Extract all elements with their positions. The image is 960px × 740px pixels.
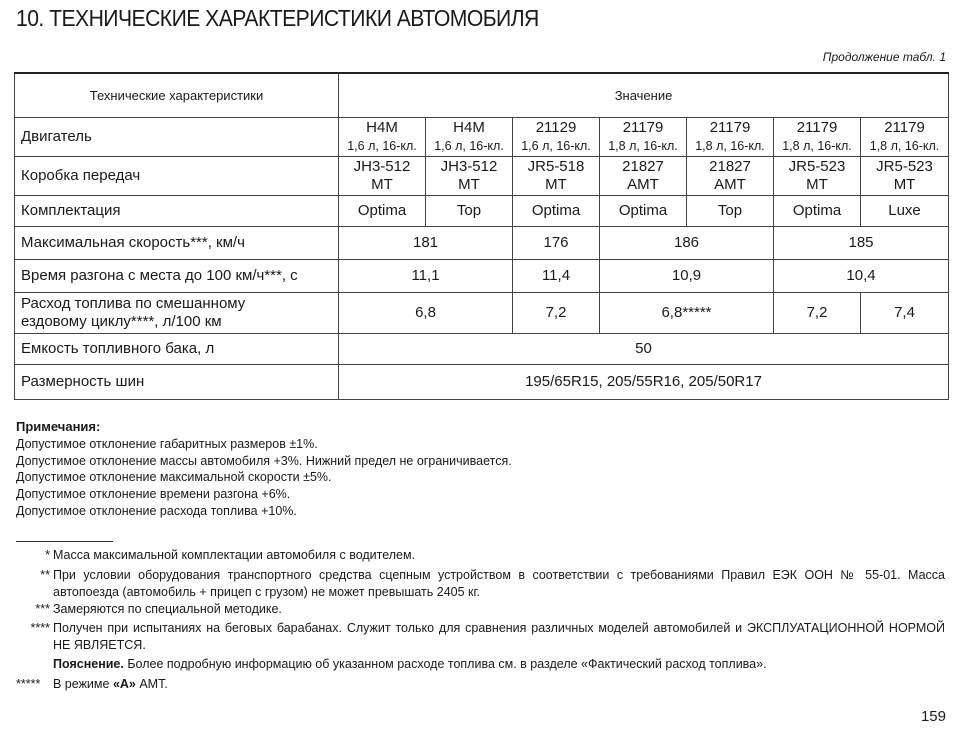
table-header-row [15, 73, 949, 118]
engine-cell [861, 118, 949, 157]
engine-name: H4M [366, 119, 398, 136]
engine-cell [426, 118, 513, 157]
notes-section [16, 419, 512, 520]
row-label: Двигатель [15, 118, 339, 157]
explanation-label: Пояснение. [53, 657, 124, 671]
engine-name: 21179 [884, 119, 925, 136]
row-label: Максимальная скорость***, км/ч [15, 227, 339, 260]
row-engine [15, 118, 949, 157]
footnote-mark: *** [35, 602, 50, 616]
page-title: 10. ТЕХНИЧЕСКИЕ ХАРАКТЕРИСТИКИ АВТОМОБИЛЯ [16, 5, 539, 31]
footnote-mark: ***** [16, 677, 41, 691]
header-characteristics: Технические характеристики [15, 73, 339, 118]
engine-cell [513, 118, 600, 157]
trim-cell: Optima [600, 196, 687, 227]
header-value: Значение [339, 73, 949, 118]
engine-spec: 1,8 л, 16-кл. [782, 139, 852, 153]
trim-cell: Optima [774, 196, 861, 227]
fuel-cell: 6,8 [339, 293, 513, 334]
gearbox-type: MT [458, 176, 480, 193]
gearbox-cell [600, 157, 687, 196]
trim-cell: Luxe [861, 196, 949, 227]
fuel-cell: 7,4 [861, 293, 949, 334]
engine-cell [600, 118, 687, 157]
engine-name: 21179 [622, 119, 664, 136]
note-item: Допустимое отклонение максимальной скорости ±5%. [16, 470, 332, 485]
gearbox-cell [513, 157, 600, 196]
footnote-text: Замеряются по специальной методике. [53, 602, 282, 616]
footnote-mark: **** [30, 621, 50, 635]
engine-name: 21129 [535, 119, 577, 136]
notes-heading: Примечания: [16, 419, 101, 434]
row-fuel-consumption [15, 293, 949, 334]
row-trim [15, 196, 949, 227]
footnote-text: Масса максимальной комплектации автомобиля с водителем. [53, 548, 416, 562]
row-label: Комплектация [15, 196, 339, 227]
row-label: Емкость топливного бака, л [15, 334, 339, 365]
accel-cell: 11,4 [513, 260, 600, 293]
note-item: Допустимое отклонение габаритных размеров ±1%. [16, 436, 318, 451]
row-tires [15, 365, 949, 400]
footnote-mark: * [45, 548, 50, 562]
note-item: Допустимое отклонение времени разгона +6%. [16, 487, 291, 502]
footnote-text: В режиме «А» АМТ. [53, 677, 168, 691]
gearbox-model: 21827 [622, 158, 664, 175]
row-fuel-tank [15, 334, 949, 365]
explanation-text: Более подробную информацию об указанном расходе топлива см. в разделе «Фактический расход топлива». [123, 657, 767, 671]
engine-spec: 1,6 л, 16-кл. [434, 139, 504, 153]
gearbox-type: MT [893, 176, 916, 193]
label-line: Расход топлива по смешанному [21, 295, 246, 312]
trim-cell: Top [687, 196, 774, 227]
trim-cell: Optima [513, 196, 600, 227]
row-max-speed [15, 227, 949, 260]
accel-cell: 11,1 [339, 260, 513, 293]
gearbox-type: AMT [714, 176, 746, 193]
row-label [15, 293, 339, 334]
fuel-cell: 7,2 [774, 293, 861, 334]
engine-cell [774, 118, 861, 157]
engine-name: H4M [453, 119, 485, 136]
specifications-table [14, 72, 949, 400]
engine-name: 21179 [796, 119, 838, 136]
note-item: Допустимое отклонение массы автомобиля +3%. Нижний предел не ограничивается. [16, 453, 512, 468]
engine-spec: 1,6 л, 16-кл. [347, 139, 417, 153]
fuel-cell: 7,2 [513, 293, 600, 334]
speed-cell: 185 [774, 227, 949, 260]
engine-cell [339, 118, 426, 157]
engine-name: 21179 [709, 119, 751, 136]
footnote-divider [16, 541, 113, 542]
speed-cell: 176 [513, 227, 600, 260]
gearbox-model: JR5-523 [876, 158, 933, 175]
label-line: ездовому циклу****, л/100 км [21, 313, 222, 330]
gearbox-model: JH3-512 [440, 158, 498, 175]
row-label: Размерность шин [15, 365, 339, 400]
trim-cell: Optima [339, 196, 426, 227]
gearbox-model: JH3-512 [353, 158, 411, 175]
engine-spec: 1,6 л, 16-кл. [521, 139, 591, 153]
speed-cell: 181 [339, 227, 513, 260]
accel-cell: 10,4 [774, 260, 949, 293]
gearbox-cell [339, 157, 426, 196]
engine-spec: 1,8 л, 16-кл. [695, 139, 765, 153]
row-gearbox [15, 157, 949, 196]
gearbox-cell [687, 157, 774, 196]
gearbox-model: 21827 [709, 158, 751, 175]
accel-cell: 10,9 [600, 260, 774, 293]
page-number: 159 [920, 708, 946, 725]
engine-cell [687, 118, 774, 157]
table-continuation-label: Продолжение табл. 1 [822, 50, 946, 64]
gearbox-type: MT [545, 176, 567, 193]
gearbox-cell [861, 157, 949, 196]
gearbox-model: JR5-518 [527, 158, 585, 175]
engine-spec: 1,8 л, 16-кл. [869, 139, 940, 153]
gearbox-type: AMT [627, 176, 659, 193]
trim-cell: Top [426, 196, 513, 227]
note-item: Допустимое отклонение расхода топлива +10%. [16, 503, 297, 518]
footnote-text: Получен при испытаниях на беговых барабанах. Служит только для сравнения различных моделей автомобилей и ЭКСПЛУАТАЦИОННОЙ НОРМОЙ НЕ ЯВЛЯЕТСЯ. [53, 621, 945, 652]
gearbox-cell [774, 157, 861, 196]
footnote-mark: ** [40, 568, 50, 582]
footnote-text: При условии оборудования транспортного средства сцепным устройством в соответствии с требованиями Правил ЕЭК ООН № 55-01. Масса автопоезда (автомобиль + прицеп с грузом) не может превышать 2405 кг. [53, 568, 945, 599]
row-label: Время разгона с места до 100 км/ч***, с [15, 260, 339, 293]
gearbox-type: MT [806, 176, 828, 193]
row-acceleration [15, 260, 949, 293]
gearbox-model: JR5-523 [788, 158, 846, 175]
row-label: Коробка передач [15, 157, 339, 196]
tires-cell: 195/65R15, 205/55R16, 205/50R17 [339, 365, 949, 400]
fuel-cell: 6,8***** [600, 293, 774, 334]
engine-spec: 1,8 л, 16-кл. [608, 139, 678, 153]
gearbox-cell [426, 157, 513, 196]
tank-cell: 50 [339, 334, 949, 365]
gearbox-type: MT [371, 176, 393, 193]
speed-cell: 186 [600, 227, 774, 260]
